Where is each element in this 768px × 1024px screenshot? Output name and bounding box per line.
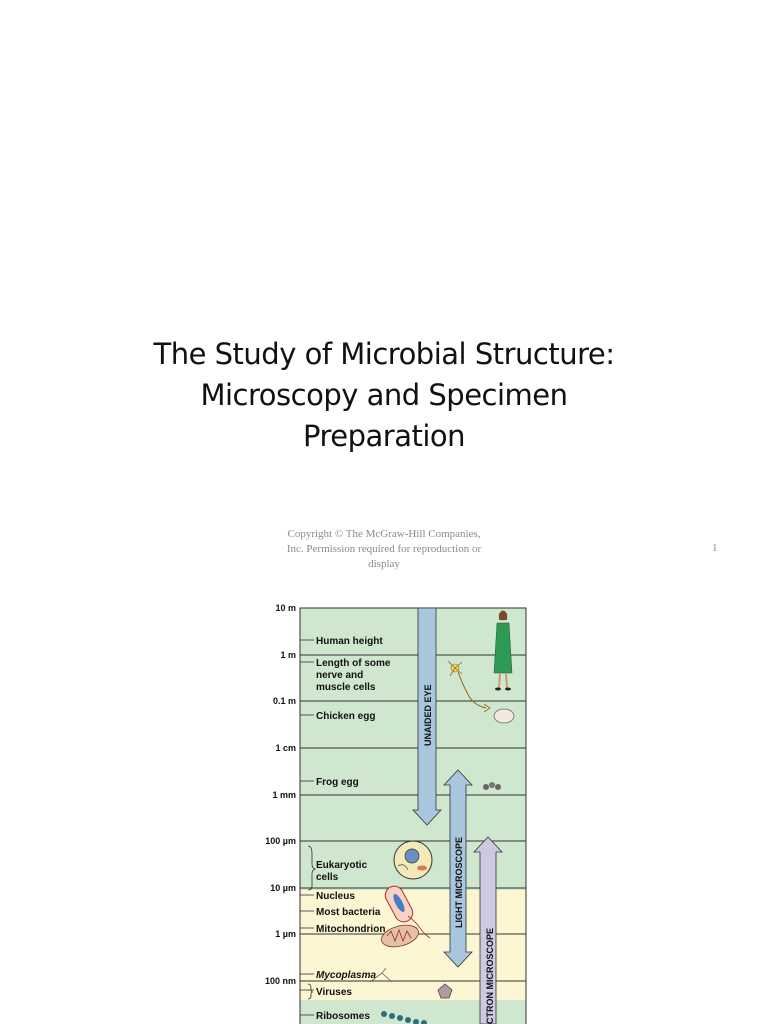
item-eukaryotic-line-1: Eukaryotic: [316, 860, 368, 871]
copyright-line-2: Inc. Permission required for reproduction or: [286, 543, 482, 555]
item-eukaryotic-line-2: cells: [316, 872, 339, 883]
unaided-eye-label: UNAIDED EYE: [423, 684, 433, 746]
item-frog-egg: Frog egg: [316, 777, 359, 788]
title-line-2: Microscopy and Specimen: [200, 378, 568, 412]
page-number: 1: [712, 542, 718, 554]
scale-label-10m: 10 m: [275, 603, 296, 613]
title-line-3: Preparation: [302, 419, 466, 453]
slide-title: [84, 334, 684, 457]
title-line-1: The Study of Microbial Structure:: [153, 337, 615, 371]
item-nucleus: Nucleus: [316, 891, 355, 902]
copyright-line-1: Copyright © The McGraw-Hill Companies,: [287, 528, 481, 540]
item-viruses: Viruses: [316, 987, 352, 998]
scale-label-1um: 1 µm: [275, 929, 296, 939]
item-nerve-line-1: Length of some: [316, 658, 391, 669]
copyright-notice: [262, 527, 506, 572]
scale-label-100nm: 100 nm: [264, 976, 296, 986]
item-chicken-egg: Chicken egg: [316, 711, 376, 722]
scale-label-1cm: 1 cm: [275, 743, 296, 753]
item-human-height: Human height: [316, 636, 383, 647]
item-mitochondrion: Mitochondrion: [316, 924, 386, 935]
item-mycoplasma: Mycoplasma: [316, 970, 377, 981]
copyright-line-3: display: [368, 558, 400, 570]
item-most-bacteria: Most bacteria: [316, 907, 381, 918]
scale-label-100um: 100 µm: [265, 836, 296, 846]
scale-label-1mm: 1 mm: [272, 790, 296, 800]
item-nerve-line-2: nerve and: [316, 670, 364, 681]
item-ribosomes: Ribosomes: [316, 1011, 370, 1022]
item-nerve-line-3: muscle cells: [316, 682, 376, 693]
electron-microscope-label: CTRON MICROSCOPE: [485, 927, 495, 1024]
size-scale-figure: [250, 598, 540, 1024]
scale-label-10um: 10 µm: [270, 883, 296, 893]
light-microscope-label: LIGHT MICROSCOPE: [454, 836, 464, 928]
chicken-egg-illustration: [494, 709, 514, 723]
eukaryotic-cell-illustration: [394, 841, 432, 879]
scale-label-0-1m: 0.1 m: [272, 696, 296, 706]
scale-label-1m: 1 m: [280, 650, 296, 660]
